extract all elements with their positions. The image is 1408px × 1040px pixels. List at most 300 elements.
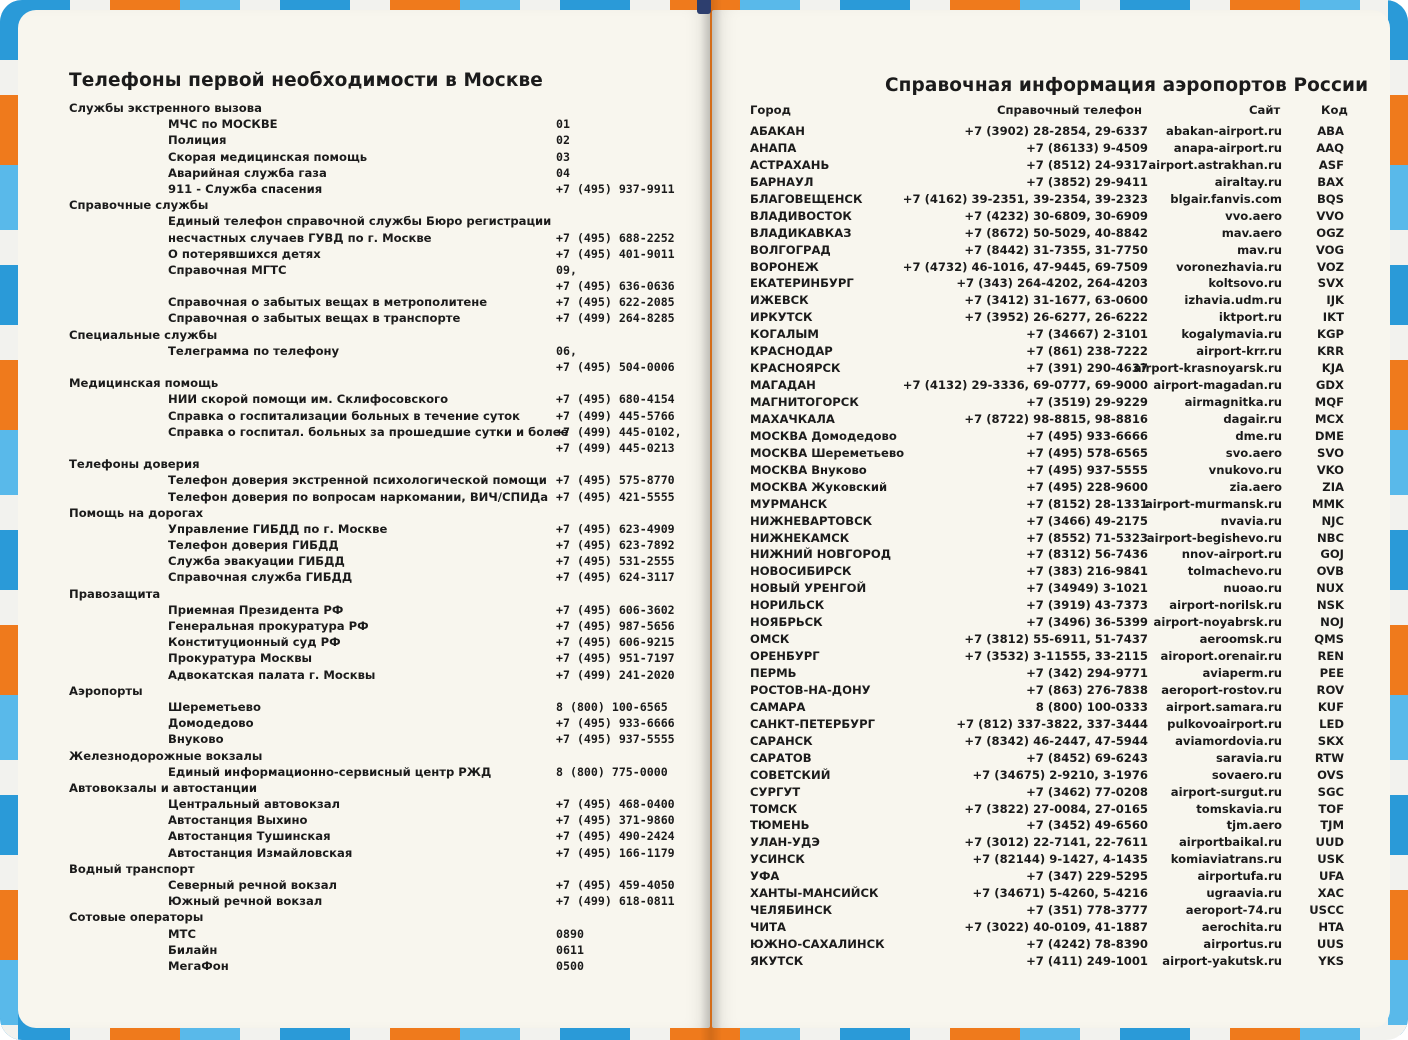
airport-city: САМАРА [750, 699, 806, 714]
airport-site: dme.ru [1235, 428, 1282, 443]
entry-label: Полиция [168, 133, 227, 148]
entry-label: Генеральная прокуратура РФ [168, 619, 369, 633]
phone-entry [69, 943, 689, 959]
airport-site: vnukovo.ru [1208, 462, 1282, 477]
entry-phone: +7 (495) 490-2424 [556, 829, 675, 844]
category-label: Телефоны доверия [69, 457, 200, 472]
phone-entry [69, 425, 689, 441]
phone-entry [69, 619, 689, 635]
airport-code: GOJ [1320, 547, 1344, 562]
entry-phone: 8 (800) 100-6565 [556, 699, 668, 714]
category-heading [69, 328, 689, 344]
airport-phone: +7 (86133) 9-4509 [1026, 140, 1148, 155]
airport-city: МАХАЧКАЛА [750, 411, 835, 426]
phone-entry [69, 360, 689, 376]
airport-table [750, 124, 1350, 971]
airport-code: USK [1317, 852, 1344, 867]
airport-city: КРАСНОДАР [750, 344, 833, 359]
entry-phone: 01 [556, 117, 570, 132]
entry-phone: +7 (495) 624-3117 [556, 570, 675, 585]
airport-phone: +7 (3919) 43-7373 [1026, 598, 1148, 613]
airport-row [750, 818, 1350, 835]
category-heading [69, 457, 689, 473]
airport-city: ВОЛГОГРАД [750, 242, 831, 257]
airport-row [750, 497, 1350, 514]
airport-city: АБАКАН [750, 124, 805, 138]
airport-site: airport-krr.ru [1196, 344, 1282, 359]
airport-city: КРАСНОЯРСК [750, 361, 841, 376]
airport-phone: +7 (411) 249-1001 [1026, 953, 1148, 968]
category-label: Специальные службы [69, 327, 218, 342]
header-code: Код [1321, 103, 1348, 117]
airport-city: ИЖЕВСК [750, 293, 809, 308]
airport-code: KGP [1317, 327, 1344, 342]
entry-label: Служба эвакуации ГИБДД [168, 554, 345, 569]
category-label: Аэропорты [69, 683, 143, 698]
airport-row [750, 700, 1350, 717]
entry-label: Телефон доверия по вопросам наркомании, ВИЧ/СПИДа [168, 489, 549, 504]
entry-phone: 0500 [556, 958, 584, 973]
airport-code: OVS [1317, 767, 1344, 782]
airport-code: VOG [1315, 242, 1344, 257]
airport-phone: +7 (8442) 31-7355, 31-7750 [964, 242, 1148, 257]
phone-entry [69, 554, 689, 570]
airport-site: aviamordovia.ru [1175, 733, 1282, 748]
airport-row [750, 209, 1350, 226]
airport-site: iktport.ru [1218, 310, 1282, 325]
left-page-title: Телефоны первой необходимости в Москве [69, 70, 543, 91]
airport-row [750, 954, 1350, 971]
emergency-phone-list [69, 101, 689, 975]
phone-entry [69, 829, 689, 845]
airport-city: СОВЕТСКИЙ [750, 767, 831, 782]
phone-entry [69, 603, 689, 619]
phone-entry [69, 263, 689, 279]
airport-code: VVO [1316, 208, 1344, 223]
airport-row [750, 243, 1350, 260]
airport-city: ЯКУТСК [750, 953, 804, 968]
category-label: Помощь на дорогах [69, 505, 204, 520]
airport-city: УЛАН-УДЭ [750, 835, 820, 850]
entry-label: МТС [168, 926, 196, 941]
airport-city: РОСТОВ-НА-ДОНУ [750, 682, 871, 697]
right-page-title: Справочная информация аэропортов России [885, 75, 1369, 96]
airport-row [750, 429, 1350, 446]
entry-label: Центральный автовокзал [168, 797, 341, 812]
airport-site: airaltay.ru [1214, 174, 1282, 189]
airport-site: aerochita.ru [1201, 920, 1282, 935]
airport-site: sovaero.ru [1211, 767, 1282, 782]
airport-row [750, 531, 1350, 548]
airport-phone: +7 (383) 216-9841 [1026, 564, 1148, 579]
airport-site: mav.ru [1237, 242, 1282, 257]
airport-row [750, 124, 1350, 141]
entry-label: Справка о госпитализации больных в течение суток [168, 408, 521, 423]
entry-label: Прокуратура Москвы [168, 651, 313, 666]
airport-code: MMK [1311, 496, 1344, 511]
phone-entry [69, 166, 689, 182]
entry-phone: +7 (495) 504-0006 [556, 360, 675, 374]
airport-site: anapa-airport.ru [1173, 140, 1282, 155]
phone-entry [69, 635, 689, 651]
airport-city: МАГАДАН [750, 378, 816, 393]
airport-phone: +7 (4132) 29-3336, 69-0777, 69-9000 [902, 378, 1148, 393]
airport-phone: +7 (8152) 28-1331 [1026, 496, 1148, 511]
airport-code: OGZ [1316, 225, 1344, 240]
entry-phone: 06, [556, 343, 577, 358]
phone-entry [69, 392, 689, 408]
category-heading [69, 101, 689, 117]
airport-phone: +7 (3532) 3-11555, 33-2115 [964, 649, 1148, 664]
entry-label: Справочная о забытых вещах в метрополитене [168, 295, 488, 310]
airport-code: VKO [1316, 462, 1344, 477]
airport-phone: +7 (3852) 29-9411 [1026, 174, 1148, 189]
airport-row [750, 869, 1350, 886]
entry-label: Аварийная служба газа [168, 165, 327, 180]
entry-label: Справка о госпитал. больных за прошедшие сутки и более [168, 424, 569, 439]
airport-site: airmagnitka.ru [1184, 395, 1282, 409]
airport-code: ZIA [1322, 479, 1344, 494]
airport-row [750, 175, 1350, 192]
airport-phone: +7 (3012) 22-7141, 22-7611 [964, 835, 1148, 850]
entry-phone: +7 (495) 575-8770 [556, 473, 675, 488]
phone-entry [69, 894, 689, 910]
airport-code: SVX [1317, 276, 1344, 291]
entry-label: Адвокатская палата г. Москвы [168, 667, 376, 682]
entry-label: Скорая медицинская помощь [168, 149, 368, 164]
entry-phone: 03 [556, 149, 570, 164]
airport-site: koltsovo.ru [1208, 276, 1282, 291]
airport-phone: +7 (495) 933-6666 [1026, 428, 1148, 443]
airport-phone: +7 (34671) 5-4260, 5-4216 [972, 886, 1148, 901]
airport-city: УСИНСК [750, 852, 805, 867]
entry-phone: +7 (495) 987-5656 [556, 619, 675, 633]
entry-phone: 02 [556, 133, 570, 148]
entry-phone: +7 (499) 445-0213 [556, 440, 675, 455]
airport-city: САРАТОВ [750, 750, 812, 765]
airport-code: ABA [1317, 124, 1344, 138]
airport-phone: +7 (82144) 9-1427, 4-1435 [972, 852, 1148, 867]
airport-phone: +7 (391) 290-4637 [1026, 361, 1148, 376]
airport-code: MCX [1315, 411, 1344, 426]
entry-phone: +7 (499) 618-0811 [556, 894, 675, 909]
airport-row [750, 852, 1350, 869]
airport-site: airportbaikal.ru [1178, 835, 1282, 850]
airport-site: airport.astrakhan.ru [1148, 157, 1282, 172]
airport-row [750, 141, 1350, 158]
airport-code: UUD [1315, 835, 1344, 850]
airport-city: МОСКВА Жуковский [750, 479, 888, 494]
entry-label: Телеграмма по телефону [168, 343, 340, 358]
airport-code: KRR [1317, 344, 1344, 359]
airport-phone: +7 (3022) 40-0109, 41-1887 [964, 920, 1148, 935]
entry-label: Северный речной вокзал [168, 878, 338, 892]
category-heading [69, 198, 689, 214]
airport-site: komiaviatrans.ru [1170, 852, 1282, 867]
airport-phone: +7 (495) 578-6565 [1026, 445, 1148, 460]
entry-phone: +7 (495) 421-5555 [556, 489, 675, 504]
entry-phone: +7 (499) 445-0102, [556, 424, 682, 439]
entry-phone: +7 (495) 459-4050 [556, 878, 675, 892]
entry-phone: +7 (495) 166-1179 [556, 845, 675, 860]
airport-city: САНКТ-ПЕТЕРБУРГ [750, 716, 875, 731]
airport-site: pulkovoairport.ru [1167, 716, 1282, 731]
category-label: Справочные службы [69, 198, 209, 213]
airport-site: airport-surgut.ru [1170, 784, 1282, 799]
phone-entry [69, 813, 689, 829]
phone-entry [69, 344, 689, 360]
airport-row [750, 412, 1350, 429]
airport-city: СУРГУТ [750, 784, 801, 799]
airport-code: TOF [1318, 801, 1344, 816]
airport-code: NUX [1315, 581, 1344, 596]
category-label: Медицинская помощь [69, 376, 219, 391]
airport-code: KJA [1321, 361, 1344, 376]
airport-city: МОСКВА Домодедово [750, 428, 897, 443]
airport-site: dagair.ru [1223, 411, 1282, 426]
entry-label: Билайн [168, 942, 218, 957]
airport-city: НИЖНИЙ НОВГОРОД [750, 547, 892, 562]
entry-phone: +7 (495) 468-0400 [556, 797, 675, 812]
phone-entry [69, 295, 689, 311]
airport-city: ОМСК [750, 632, 790, 647]
airport-site: tomskavia.ru [1196, 801, 1282, 816]
entry-phone: +7 (495) 606-9215 [556, 635, 675, 650]
phone-entry [69, 214, 689, 230]
category-heading [69, 862, 689, 878]
airport-row [750, 717, 1350, 734]
airport-phone: +7 (8452) 69-6243 [1026, 750, 1148, 765]
airport-phone: +7 (495) 937-5555 [1026, 462, 1148, 477]
entry-phone: +7 (495) 622-2085 [556, 295, 675, 310]
airport-site: abakan-airport.ru [1166, 124, 1282, 138]
airport-site: aeroport-74.ru [1185, 903, 1282, 918]
phone-entry [69, 846, 689, 862]
phone-entry [69, 231, 689, 247]
airport-city: НОВОСИБИРСК [750, 564, 852, 579]
airport-row [750, 683, 1350, 700]
airport-row [750, 293, 1350, 310]
entry-label: Южный речной вокзал [168, 894, 323, 909]
entry-phone: +7 (495) 937-9911 [556, 181, 675, 196]
entry-label: Автостанция Тушинская [168, 829, 331, 844]
entry-phone: +7 (495) 606-3602 [556, 602, 675, 617]
airport-code: MQF [1314, 395, 1344, 409]
airport-site: aeroomsk.ru [1199, 632, 1282, 647]
airport-city: МОСКВА Шереметьево [750, 445, 905, 460]
airport-code: VOZ [1316, 259, 1344, 274]
airport-site: aeroport-rostov.ru [1161, 682, 1282, 697]
airport-phone: +7 (347) 229-5295 [1026, 869, 1148, 884]
airport-phone: +7 (3452) 49-6560 [1026, 818, 1148, 833]
airport-code: HTA [1318, 920, 1344, 935]
airport-phone: +7 (863) 276-7838 [1026, 682, 1148, 697]
entry-phone: +7 (495) 623-4909 [556, 521, 675, 536]
airport-phone: +7 (343) 264-4202, 264-4203 [956, 276, 1148, 291]
airport-city: АСТРАХАНЬ [750, 157, 830, 172]
category-heading [69, 376, 689, 392]
airport-row [750, 327, 1350, 344]
airport-row [750, 378, 1350, 395]
airport-site: airport-magadan.ru [1153, 378, 1282, 393]
airport-row [750, 158, 1350, 175]
airport-site: airport-begishevo.ru [1146, 530, 1282, 545]
airport-site: kogalymavia.ru [1181, 327, 1282, 342]
entry-label: Конституционный суд РФ [168, 635, 341, 650]
category-label: Правозащита [69, 586, 161, 601]
airport-city: ВОРОНЕЖ [750, 259, 819, 274]
airport-site: airport-murmansk.ru [1144, 496, 1282, 511]
category-label: Сотовые операторы [69, 910, 204, 925]
entry-phone: +7 (495) 636-0636 [556, 279, 675, 294]
airport-row [750, 937, 1350, 954]
header-site: Сайт [1249, 103, 1281, 117]
airport-phone: +7 (3952) 26-6277, 26-6222 [964, 310, 1148, 325]
phone-entry [69, 409, 689, 425]
entry-phone: +7 (495) 401-9011 [556, 246, 675, 261]
airport-phone: +7 (4732) 46-1016, 47-9445, 69-7509 [902, 259, 1148, 274]
category-label: Службы экстренного вызова [69, 101, 262, 115]
airport-phone: +7 (4232) 30-6809, 30-6909 [964, 208, 1148, 223]
airport-city: НОРИЛЬСК [750, 598, 825, 613]
airport-site: mav.aero [1221, 225, 1282, 240]
airport-code: DME [1314, 428, 1344, 443]
airport-row [750, 802, 1350, 819]
airport-site: tolmachevo.ru [1187, 564, 1282, 579]
airport-site: zia.aero [1229, 479, 1282, 494]
airport-phone: +7 (812) 337-3822, 337-3444 [956, 716, 1148, 731]
airport-code: UUS [1316, 937, 1344, 951]
airport-code: LED [1319, 716, 1344, 731]
phone-entry [69, 473, 689, 489]
entry-label: Управление ГИБДД по г. Москве [168, 521, 388, 536]
entry-phone: +7 (495) 623-7892 [556, 538, 675, 553]
airport-code: REN [1317, 649, 1344, 664]
airport-code: TJM [1320, 818, 1344, 833]
category-heading [69, 749, 689, 765]
airport-site: nnov-airport.ru [1181, 547, 1282, 562]
entry-label: Телефон доверия экстренной психологической помощи [168, 473, 547, 488]
airport-row [750, 310, 1350, 327]
entry-phone: +7 (495) 937-5555 [556, 732, 675, 747]
airport-code: IKT [1322, 310, 1344, 325]
entry-label: Шереметьево [168, 699, 261, 714]
entry-label: Единый информационно-сервисный центр РЖД [168, 764, 492, 779]
entry-phone: 0890 [556, 926, 584, 941]
airport-row [750, 547, 1350, 564]
entry-label: Справочная служба ГИБДД [168, 570, 353, 585]
category-heading [69, 781, 689, 797]
airport-code: QMS [1314, 632, 1344, 647]
airport-phone: +7 (861) 238-7222 [1026, 344, 1148, 359]
airport-city: КОГАЛЫМ [750, 327, 819, 342]
airport-code: NJC [1321, 513, 1344, 528]
entry-label: Справочная МГТС [168, 262, 287, 277]
airport-site: vvo.aero [1225, 208, 1282, 223]
phone-entry [69, 765, 689, 781]
airport-phone: +7 (4242) 78-8390 [1026, 937, 1148, 951]
airport-site: tjm.aero [1226, 818, 1282, 833]
airport-row [750, 192, 1350, 209]
airport-code: XAC [1317, 886, 1344, 901]
airport-row [750, 615, 1350, 632]
airport-city: НОЯБРЬСК [750, 615, 823, 630]
phone-entry [69, 700, 689, 716]
airport-row [750, 598, 1350, 615]
category-heading [69, 506, 689, 522]
airport-code: PEE [1319, 666, 1344, 680]
airport-phone: +7 (34667) 2-3101 [1026, 327, 1148, 342]
entry-label: НИИ скорой помощи им. Склифосовского [168, 392, 449, 407]
airport-city: УФА [750, 869, 780, 884]
entry-phone: +7 (495) 951-7197 [556, 651, 675, 666]
airport-code: UFA [1319, 869, 1344, 884]
airport-city: АНАПА [750, 140, 797, 155]
airport-code: ASF [1318, 157, 1344, 172]
airport-site: nuoao.ru [1223, 581, 1282, 596]
airport-row [750, 886, 1350, 903]
airport-city: МУРМАНСК [750, 496, 828, 511]
phone-entry [69, 651, 689, 667]
airport-site: airport-norilsk.ru [1169, 598, 1282, 613]
bookmark-ribbon [697, 0, 711, 14]
airport-phone: +7 (4162) 39-2351, 39-2354, 39-2323 [902, 191, 1148, 206]
airport-city: ОРЕНБУРГ [750, 649, 820, 664]
entry-phone: 04 [556, 165, 570, 180]
entry-phone: +7 (499) 264-8285 [556, 311, 675, 326]
airport-row [750, 463, 1350, 480]
airport-code: USCC [1309, 903, 1344, 918]
airport-city: ЧИТА [750, 920, 786, 935]
phone-entry [69, 522, 689, 538]
airport-code: NBC [1316, 530, 1344, 545]
airport-phone: +7 (495) 228-9600 [1026, 479, 1148, 494]
phone-entry [69, 441, 689, 457]
airport-phone: +7 (3812) 55-6911, 51-7437 [964, 632, 1148, 647]
airport-row [750, 361, 1350, 378]
airport-city: ЧЕЛЯБИНСК [750, 903, 833, 918]
airport-row [750, 276, 1350, 293]
entry-phone: +7 (495) 680-4154 [556, 392, 675, 407]
airport-city: БАРНАУЛ [750, 174, 814, 189]
phone-entry [69, 716, 689, 732]
right-page [712, 10, 1390, 1028]
airport-site: voronezhavia.ru [1176, 259, 1282, 274]
entry-phone: +7 (499) 445-5766 [556, 408, 675, 423]
airport-row [750, 514, 1350, 531]
entry-label: несчастных случаев ГУВД по г. Москве [168, 230, 432, 245]
airport-row [750, 751, 1350, 768]
phone-entry [69, 247, 689, 263]
airport-phone: +7 (8552) 71-5323 [1026, 530, 1148, 545]
category-label: Автовокзалы и автостанции [69, 780, 258, 795]
phone-entry [69, 797, 689, 813]
phone-entry [69, 538, 689, 554]
airport-phone: +7 (3822) 27-0084, 27-0165 [964, 801, 1148, 816]
airport-phone: +7 (34675) 2-9210, 3-1976 [972, 767, 1148, 782]
phone-entry [69, 133, 689, 149]
entry-phone: +7 (499) 241-2020 [556, 667, 675, 682]
entry-label: Автостанция Выхино [168, 813, 308, 828]
entry-label: Справочная о забытых вещах в транспорте [168, 311, 461, 326]
airport-phone: +7 (8342) 46-2447, 47-5944 [964, 733, 1148, 748]
airport-site: airport-krasnoyarsk.ru [1133, 361, 1282, 376]
airport-code: SVO [1317, 445, 1344, 460]
airport-code: NSK [1316, 598, 1344, 613]
airport-row [750, 480, 1350, 497]
airport-city: НИЖНЕКАМСК [750, 530, 850, 545]
airport-code: SKX [1317, 733, 1344, 748]
